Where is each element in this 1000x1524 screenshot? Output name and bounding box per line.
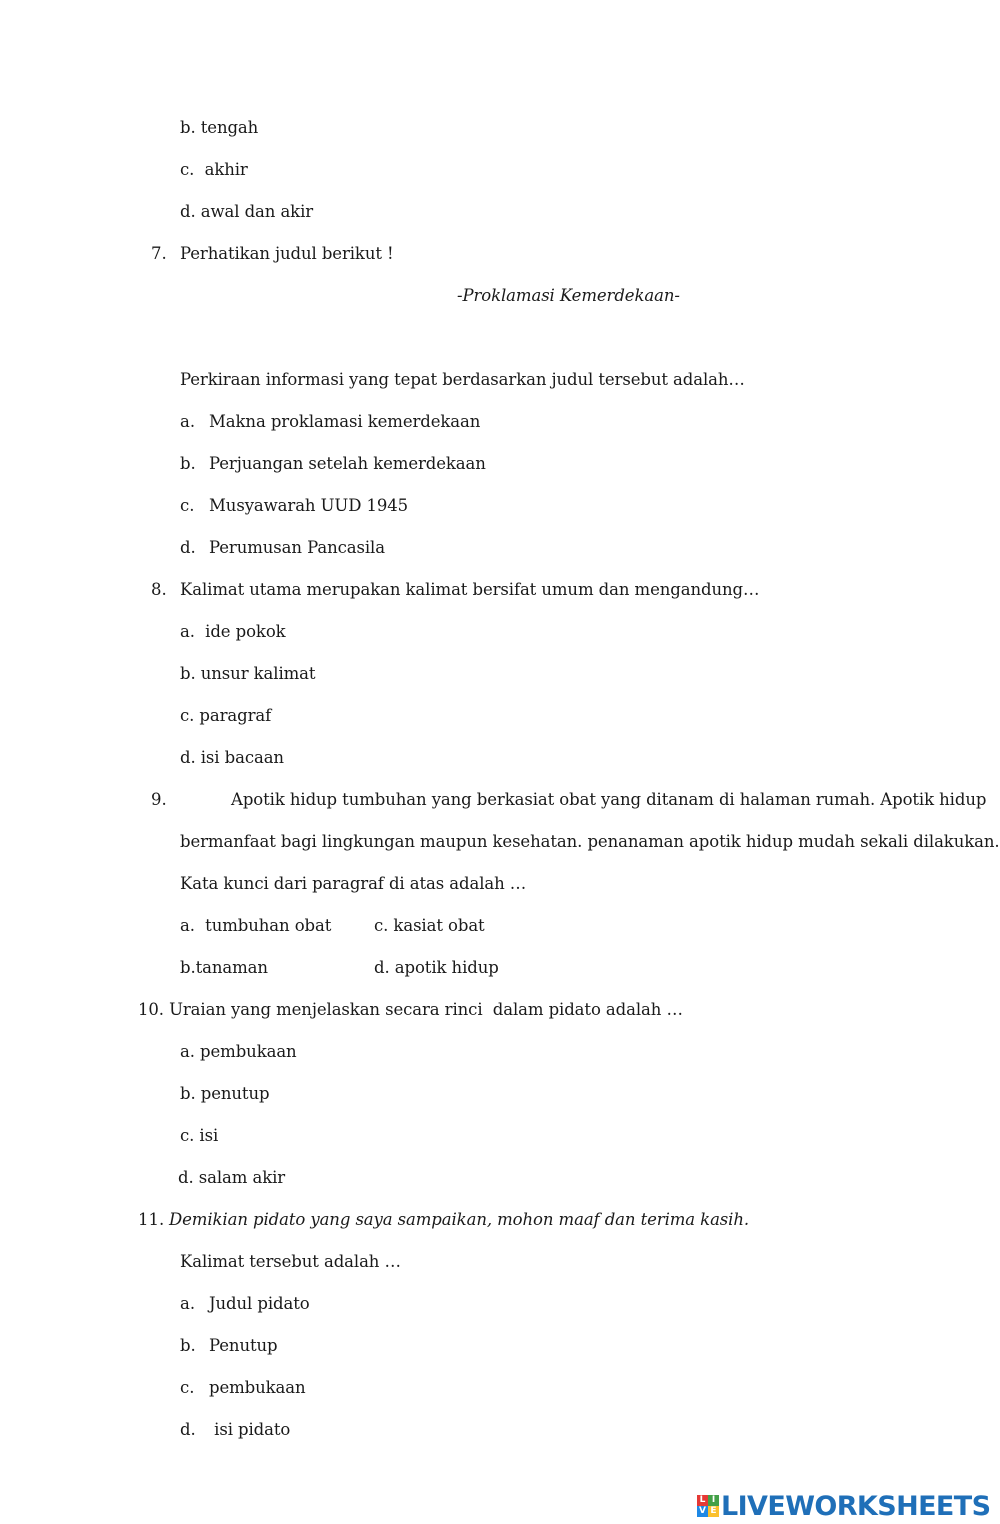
q10-question: 10. Uraian yang menjelaskan secara rinci dalam pidato adalah … [138, 1000, 683, 1019]
q9-option-c: c. kasiat obat [374, 916, 485, 935]
q9-paragraph-line2: bermanfaat bagi lingkungan maupun kesehatan. penanaman apotik hidup mudah sekali dilakukan. [180, 832, 1000, 851]
q10-option-b: b. penutup [180, 1084, 270, 1103]
q7-option-d: Perumusan Pancasila [209, 538, 385, 557]
q6-option-c: c. akhir [180, 160, 248, 179]
q11-option-a-letter: a. [180, 1294, 196, 1313]
q10-option-d: d. salam akir [178, 1168, 286, 1187]
q10-option-c: c. isi [180, 1126, 219, 1145]
q11-option-b-letter: b. [180, 1336, 196, 1355]
q11-option-d: isi pidato [209, 1420, 291, 1439]
q9-option-d: d. apotik hidup [374, 958, 499, 977]
liveworksheets-logo [697, 1490, 990, 1522]
q7-option-c-letter: c. [180, 496, 195, 515]
q8-option-b: b. unsur kalimat [180, 664, 316, 683]
q7-option-c: Musyawarah UUD 1945 [209, 496, 409, 515]
q6-option-d: d. awal dan akir [180, 202, 314, 221]
q7-option-a-letter: a. [180, 412, 196, 431]
q7-option-b-letter: b. [180, 454, 196, 473]
q7-option-b: Perjuangan setelah kemerdekaan [209, 454, 486, 473]
q9-number: 9. [151, 790, 167, 809]
q11-quote: Demikian pidato yang saya sampaikan, mohon maaf dan terima kasih. [169, 1210, 750, 1229]
q9-option-a: a. tumbuhan obat [180, 916, 332, 935]
q7-option-a: Makna proklamasi kemerdekaan [209, 412, 481, 431]
logo-mark-e: E [708, 1506, 719, 1517]
q10-option-a: a. pembukaan [180, 1042, 297, 1061]
logo-mark-l: L [697, 1495, 708, 1506]
q11-option-a: Judul pidato [209, 1294, 310, 1313]
q11-number: 11. [138, 1210, 165, 1229]
q8-option-d: d. isi bacaan [180, 748, 284, 767]
q11-option-c: pembukaan [209, 1378, 306, 1397]
liveworksheets-logo-text: LIVEWORKSHEETS [721, 1490, 991, 1522]
liveworksheets-logo-icon [697, 1495, 719, 1517]
q11-option-c-letter: c. [180, 1378, 195, 1397]
q9-option-b: b.tanaman [180, 958, 268, 977]
q8-question: Kalimat utama merupakan kalimat bersifat umum dan mengandung… [180, 580, 760, 599]
q7-question: Perkiraan informasi yang tepat berdasarkan judul tersebut adalah… [180, 370, 745, 389]
logo-mark-i: I [708, 1495, 719, 1506]
q11-option-b: Penutup [209, 1336, 278, 1355]
q11-option-d-letter: d. [180, 1420, 196, 1439]
q8-number: 8. [151, 580, 167, 599]
q7-number: 7. [151, 244, 167, 263]
q8-option-c: c. paragraf [180, 706, 272, 725]
q11-question: Kalimat tersebut adalah … [180, 1252, 401, 1271]
q7-option-d-letter: d. [180, 538, 196, 557]
q9-question: Kata kunci dari paragraf di atas adalah … [180, 874, 527, 893]
q9-paragraph-line1: Apotik hidup tumbuhan yang berkasiat obat yang ditanam di halaman rumah. Apotik hidup [231, 790, 987, 809]
logo-mark-v: V [697, 1506, 708, 1517]
q7-prompt: Perhatikan judul berikut ! [180, 244, 394, 263]
q8-option-a: a. ide pokok [180, 622, 286, 641]
q7-title: -Proklamasi Kemerdekaan- [457, 286, 680, 305]
q6-option-b: b. tengah [180, 118, 259, 137]
